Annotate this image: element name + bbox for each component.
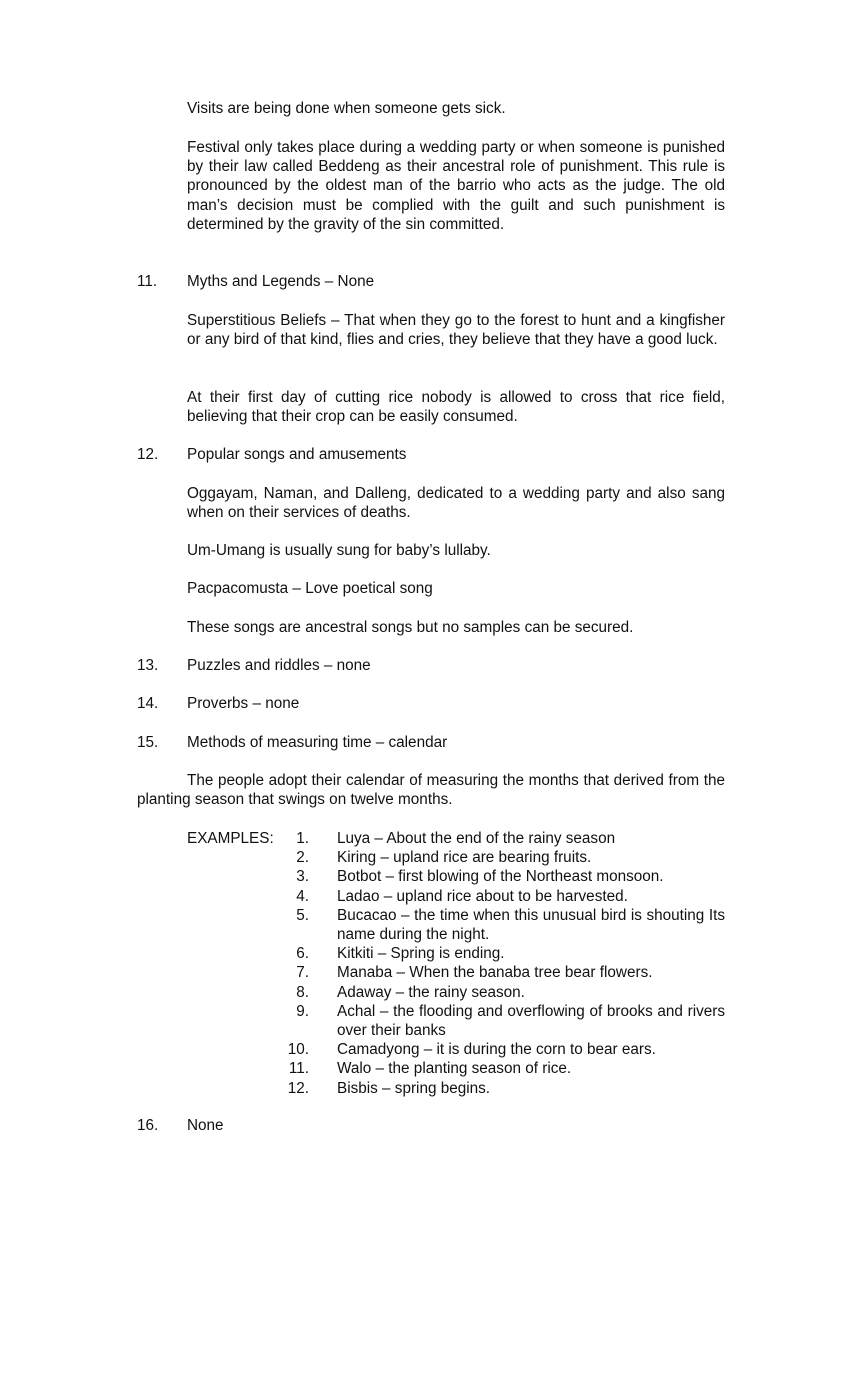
example-item xyxy=(287,963,725,982)
example-text: Bisbis – spring begins. xyxy=(337,1079,491,1097)
example-item xyxy=(287,906,725,944)
example-text: Walo – the planting season of rice. xyxy=(337,1060,572,1078)
example-item xyxy=(287,829,725,848)
example-item xyxy=(287,867,725,886)
example-text: Kitkiti – Spring is ending. xyxy=(337,945,505,963)
example-text: Botbot – first blowing of the Northeast monsoon. xyxy=(337,868,664,886)
item-number: 15. xyxy=(137,734,159,751)
example-number: 2. xyxy=(296,849,309,867)
example-number: 1. xyxy=(296,830,309,847)
paragraph-superstitious-beliefs: Superstitious Beliefs – That when they go to the forest to hunt and a kingfisher or any bird of that kind, flies and cries, they believe that they have a good luck. xyxy=(187,312,725,349)
item-text: Proverbs – none xyxy=(187,695,300,712)
example-number: 12. xyxy=(287,1079,309,1097)
example-number: 4. xyxy=(296,887,309,905)
example-text: Camadyong – it is during the corn to bear ears. xyxy=(337,1041,656,1059)
example-item xyxy=(287,1059,725,1078)
example-number: 10. xyxy=(287,1041,309,1059)
item-text: Puzzles and riddles – none xyxy=(187,657,371,674)
paragraph-ancestral-songs: These songs are ancestral songs but no samples can be secured. xyxy=(187,619,634,636)
item-text: Methods of measuring time – calendar xyxy=(187,734,448,751)
item-number: 14. xyxy=(137,695,159,712)
example-number: 7. xyxy=(296,964,309,982)
item-number: 11. xyxy=(137,273,158,290)
example-item xyxy=(287,1079,725,1098)
examples-list xyxy=(287,829,725,1098)
paragraph-pacpacomusta: Pacpacomusta – Love poetical song xyxy=(187,580,433,597)
paragraph-calendar-text: The people adopt their calendar of measuring the months that derived from the planting season that swings on twelve months. xyxy=(137,772,725,809)
paragraph-um-umang: Um-Umang is usually sung for baby’s lullaby. xyxy=(187,542,491,559)
paragraph-visits: Visits are being done when someone gets sick. xyxy=(187,100,506,117)
example-item xyxy=(287,1040,725,1059)
item-text: Popular songs and amusements xyxy=(187,446,407,463)
item-number: 16. xyxy=(137,1117,159,1134)
example-text: Kiring – upland rice are bearing fruits. xyxy=(337,849,592,867)
item-text: Myths and Legends – None xyxy=(187,273,375,290)
example-number: 3. xyxy=(296,868,309,886)
example-text: Luya – About the end of the rainy season xyxy=(337,830,616,847)
paragraph-festival: Festival only takes place during a wedding party or when someone is punished by their law called Beddeng as their ancestral role of punishment. This rule is pronounced by the oldest man of the barrio who acts as the judge. The old man’s decision must be complied with the guilt and such punishment is determined by the gravity of the sin committed. xyxy=(187,139,725,233)
example-number: 9. xyxy=(296,1002,309,1020)
examples-label: EXAMPLES: xyxy=(187,830,274,847)
paragraph-calendar xyxy=(137,771,725,809)
item-text: None xyxy=(187,1117,224,1134)
example-text: Achal – the flooding and overflowing of brooks and rivers over their banks xyxy=(337,1002,725,1040)
example-number: 5. xyxy=(296,906,309,924)
example-number: 8. xyxy=(296,983,309,1001)
example-number: 6. xyxy=(296,945,309,963)
example-item xyxy=(287,848,725,867)
example-item xyxy=(287,944,725,963)
item-number: 13. xyxy=(137,657,159,674)
example-item xyxy=(287,983,725,1002)
example-text: Adaway – the rainy season. xyxy=(337,983,525,1001)
example-item xyxy=(287,1002,725,1040)
item-number: 12. xyxy=(137,446,159,463)
example-number: 11. xyxy=(288,1060,309,1078)
example-text: Bucacao – the time when this unusual bird is shouting Its name during the night. xyxy=(337,906,725,944)
paragraph-oggayam: Oggayam, Naman, and Dalleng, dedicated to a wedding party and also sang when on their services of deaths. xyxy=(187,485,725,522)
example-text: Ladao – upland rice about to be harvested. xyxy=(337,887,628,905)
example-text: Manaba – When the banaba tree bear flowers. xyxy=(337,964,653,982)
example-item xyxy=(287,887,725,906)
paragraph-rice-field: At their first day of cutting rice nobody is allowed to cross that rice field, believing that their crop can be easily consumed. xyxy=(187,389,725,426)
